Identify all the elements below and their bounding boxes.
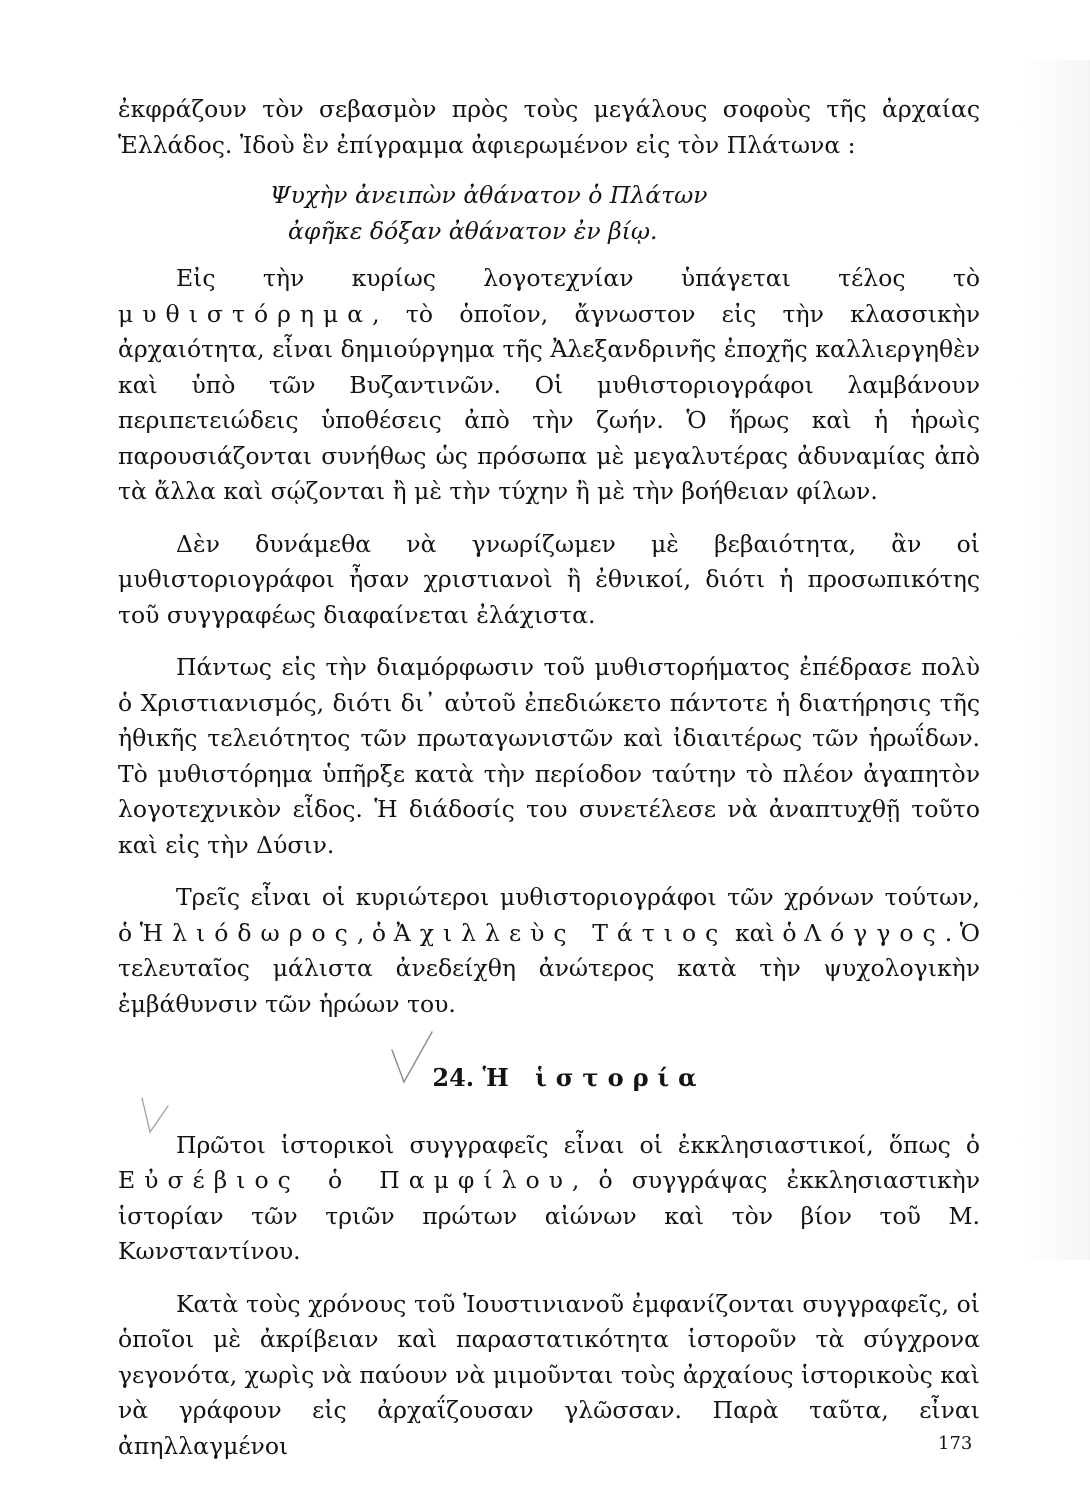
paragraph-novel-start: Εἰς τὴν κυρίως λογοτεχνίαν ὑπάγεται τέλος τὸ <box>176 264 980 292</box>
pencil-check-mark-1 <box>392 1032 432 1082</box>
paragraph-three-end: . Ὁ τελευταῖος μάλιστα ἀνεδείχθη ἀνώτερος κατὰ τὴν ψυχολογικὴν ἐμβάθυνσιν τῶν ἡρώων του. <box>118 918 980 1018</box>
section-title: Ἡ ἱστορία <box>482 1063 706 1092</box>
paragraph-novel-end: , τὸ ὁποῖον, ἄγνωστον εἰς τὴν κλασσικὴν ἀρχαιότητα, εἶναι δημιούργημα τῆς Ἀλεξανδρινῆς ἐποχῆς καλλιεργηθὲν καὶ ὑπὸ τῶν Βυζαντινῶν. Οἱ μυθιστοριογράφοι λαμβάνουν περιπετειώδεις ὑποθέσεις ἀπὸ τὴν ζωήν. Ὁ ἥρως καὶ ἡ ἡρωὶς παρουσιάζονται συνήθως ὡς πρόσωπα μὲ μεγαλυτέρας ἀδυναμίας ἀπὸ τὰ ἄλλα καὶ σῴζονται ἢ μὲ τὴν τύχην ἢ μὲ τὴν βοήθειαν φίλων. <box>118 299 980 505</box>
paragraph-three-start: Τρεῖς εἶναι οἱ κυριώτεροι μυθιστοριογράφοι τῶν χρόνων τούτων, ὁ <box>118 883 980 947</box>
term-novel: μυθιστόρημα <box>118 299 373 328</box>
paragraph-three-mid1: , ὁ <box>356 918 394 947</box>
paragraph-christianity-text: Πάντως εἰς τὴν διαμόρφωσιν τοῦ μυθιστορήματος ἐπέδρασε πολὺ ὁ Χριστιανισμός, διότι δι᾽ αὐτοῦ ἐπεδιώκετο πάντοτε ἡ διατήρησις τῆς ἠθικῆς τελειότητος τῶν πρωταγωνιστῶν καὶ ἰδιαιτέρως τῶν ἡρωΐδων. Τὸ μυθιστόρημα ὑπῆρξε κατὰ τὴν περίοδον ταύτην τὸ πλέον ἀγαπητὸν λογοτεχνικὸν εἶδος. Ἡ διάδοσίς του συνετέλεσε νὰ ἀναπτυχθῇ τοῦτο καὶ εἰς τὴν Δύσιν. <box>118 653 980 859</box>
name-achilles-tatius: Ἀχιλλεὺς Τάτιος <box>393 918 728 947</box>
name-heliodorus: Ἡλιόδωρος <box>139 918 357 947</box>
epigram-line-2: ἀφῆκε δόξαν ἀθάνατον ἐν βίῳ. <box>288 217 658 245</box>
paragraph-eccl-end: , ὁ συγγράψας ἐκκλησιαστικὴν ἱστορίαν τῶν τριῶν πρώτων αἰώνων καὶ τὸν βίον τοῦ Μ. Κωνσταντίνου. <box>118 1166 980 1265</box>
paragraph-intro-text: ἐκφράζουν τὸν σεβασμὸν πρὸς τοὺς μεγάλους σοφοὺς τῆς ἀρχαίας Ἑλλάδος. Ἰδοὺ ἓν ἐπίγραμμα ἀφιερωμένον εἰς τὸν Πλάτωνα : <box>118 95 980 159</box>
name-eusebius: Εὐσέβιος ὁ Παμφίλου <box>118 1166 572 1194</box>
pencil-check-mark-2 <box>142 1098 168 1132</box>
paragraph-three-mid2: καὶ ὁ <box>727 918 805 947</box>
page-number: 173 <box>938 1433 973 1454</box>
paragraph-justinian-text: Κατὰ τοὺς χρόνους τοῦ Ἰουστινιανοῦ ἐμφανίζονται συγγραφεῖς, οἱ ὁποῖοι μὲ ἀκρίβειαν καὶ παραστατικότητα ἱστοροῦν τὰ σύγχρονα γεγονότα, χωρὶς νὰ παύουν νὰ μιμοῦνται τοὺς ἀρχαίους ἱστορικοὺς καὶ νὰ γράφουν εἰς ἀρχαΐζουσαν γλῶσσαν. Παρὰ ταῦτα, εἶναι ἀπηλλαγμένοι <box>118 1289 980 1460</box>
name-longus: Λόγγος <box>804 918 945 947</box>
epigram-line-1: Ψυχὴν ἀνειπὼν ἀθάνατον ὁ Πλάτων <box>270 181 708 209</box>
paragraph-authors-faith-text: Δὲν δυνάμεθα νὰ γνωρίζωμεν μὲ βεβαιότητα, ἂν οἱ μυθιστοριογράφοι ἦσαν χριστιανοὶ ἢ ἐθνικοί, διότι ἡ προσωπικότης τοῦ συγγραφέως διαφαίνεται ἐλάχιστα. <box>118 529 980 629</box>
section-number: 24. <box>432 1063 475 1092</box>
paragraph-eccl-start: Πρῶτοι ἱστορικοὶ συγγραφεῖς εἶναι οἱ ἐκκλησιαστικοί, ὅπως ὁ <box>176 1130 980 1159</box>
